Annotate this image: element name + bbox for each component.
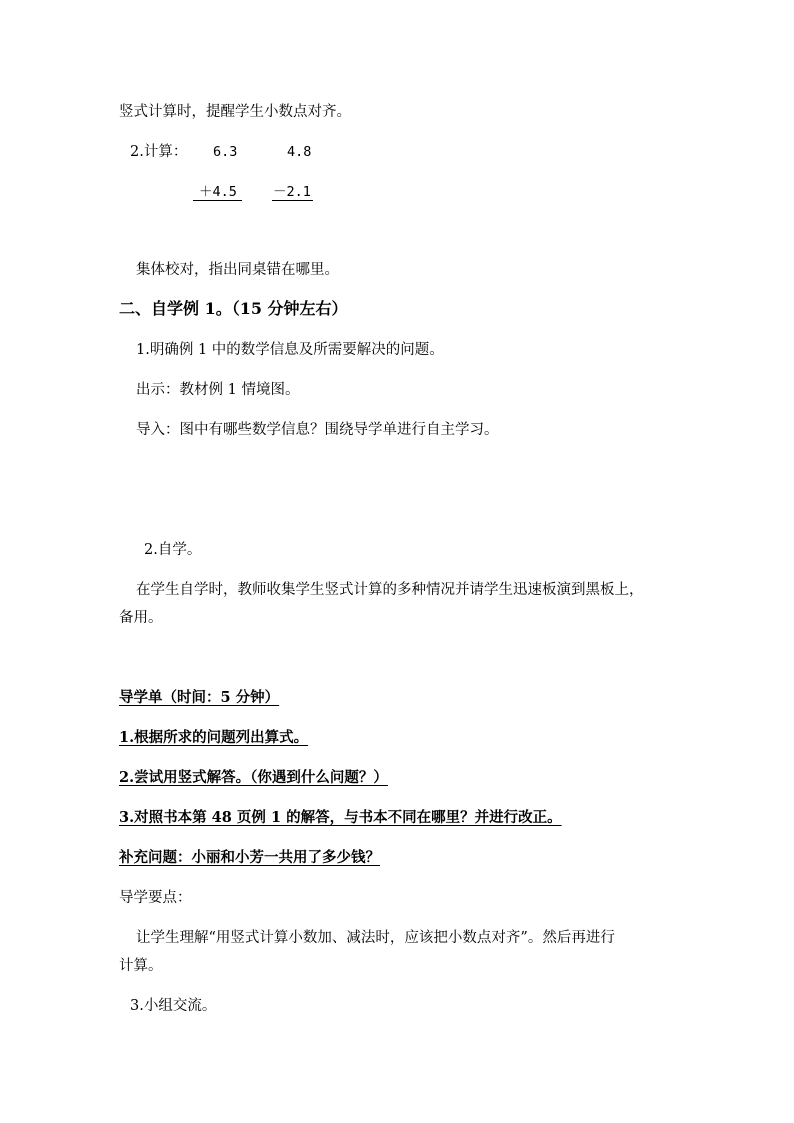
guide-item-3: 3.对照书本第 48 页例 1 的解答，与书本不同在哪里？并进行改正。	[119, 809, 562, 826]
section-heading-self-study: 二、自学例 1。（15 分钟左右）	[119, 299, 348, 318]
guide-sheet-title: 导学单（时间：5 分钟）	[119, 689, 280, 706]
calc-b-operand2: －2.1	[273, 184, 311, 200]
key-points-title: 导学要点：	[119, 890, 192, 906]
guide-item-1: 1.根据所求的问题列出算式。	[119, 729, 309, 746]
key-points-text: 让学生理解“用竖式计算小数加、减法时，应该把小数点对齐”。然后再进行	[136, 930, 615, 946]
paragraph-align-reminder: 竖式计算时，提醒学生小数点对齐。	[119, 104, 351, 120]
paragraph-intro: 导入：图中有哪些数学信息？围绕导学单进行自主学习。	[136, 422, 499, 438]
key-points-text-cont: 计算。	[119, 958, 163, 974]
calc-b-operand1: 4.8	[287, 144, 312, 160]
guide-item-2: 2.尝试用竖式解答。（你遇到什么问题？）	[119, 769, 388, 786]
calc-a-operand2: ＋4.5	[199, 184, 237, 200]
calc-a-rule	[193, 200, 242, 201]
step-3-group: 3.小组交流。	[130, 998, 217, 1014]
paragraph-show: 出示：教材例 1 情境图。	[136, 382, 300, 398]
calc-b-rule	[272, 200, 313, 201]
paragraph-teacher-collect: 在学生自学时，教师收集学生竖式计算的多种情况并请学生迅速板演到黑板上，	[136, 582, 644, 598]
step-2-self-study: 2.自学。	[144, 542, 202, 558]
paragraph-check: 集体校对，指出同桌错在哪里。	[136, 262, 339, 278]
guide-supplement: 补充问题：小丽和小芳一共用了多少钱？	[119, 849, 380, 866]
step-1-clarify: 1.明确例 1 中的数学信息及所需要解决的问题。	[136, 342, 444, 358]
paragraph-spare: 备用。	[119, 610, 163, 626]
calc-label: 2.计算：	[130, 144, 188, 160]
calc-a-operand1: 6.3	[213, 144, 238, 160]
